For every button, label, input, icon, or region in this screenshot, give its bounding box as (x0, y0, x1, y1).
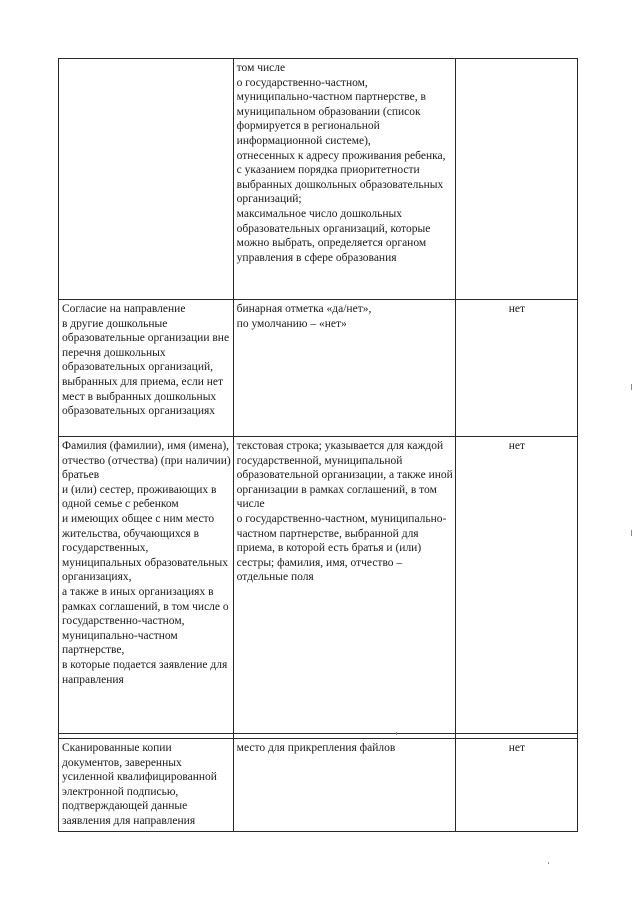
field-description-cell: том числе о государственно-частном, муниципально-частном партнерстве, в муниципальном образовании (список формируется в региональной информационной системе), отнесенных к адресу проживания ребенка, с указанием порядка приоритетности выбранных дошкольных образовательных организаций; максимальное число дошкольных образовательных организаций, которые можно выбрать, определяется органом управления в сфере образования (233, 59, 455, 300)
field-description-cell: бинарная отметка «да/нет», по умолчанию – «нет» (233, 300, 455, 437)
scan-speck (548, 862, 549, 864)
field-description-cell: текстовая строка; указывается для каждой государственной, муниципальной образовательной организации, а также иной организации в рамках соглашений, в том числе о государственно-частном, муниципально-частном партнерстве, выбранной для приема, в которой есть братья и (или) сестры; фамилия, имя, отчество – отдельные поля (233, 437, 455, 734)
scan-speck (631, 530, 632, 536)
table-row (59, 300, 578, 437)
field-name-cell: Сканированные копии документов, заверенных усиленной квалифицированной электронной подписью, подтверждающей данные заявления для направления (59, 739, 234, 832)
field-name-cell (59, 59, 234, 300)
field-name-cell: Фамилия (фамилии), имя (имена), отчество (отчества) (при наличии) братьев и (или) сестер, проживающих в одной семье с ребенком и имеющих общее с ним место жительства, обучающихся в государственных, муниципальных образовательных организациях, а также в иных организациях в рамках соглашений, в том числе о государственно-частном, муниципально-частном партнерстве, в которые подается заявление для направления (59, 437, 234, 734)
field-name-cell: Согласие на направление в другие дошкольные образовательные организации вне перечня дошкольных образовательных организаций, выбранных для приема, если нет мест в выбранных дошкольных образовательных организациях (59, 300, 234, 437)
field-description-cell: место для прикрепления файлов (233, 739, 455, 832)
field-required-cell: нет (455, 437, 577, 734)
table-row (59, 739, 578, 832)
table-row (59, 437, 578, 734)
field-required-cell: нет (455, 739, 577, 832)
requirements-table (58, 58, 578, 832)
field-required-cell (455, 59, 577, 300)
field-required-cell: нет (455, 300, 577, 437)
scan-speck (396, 732, 397, 735)
table-row (59, 59, 578, 300)
scan-speck (631, 384, 632, 390)
